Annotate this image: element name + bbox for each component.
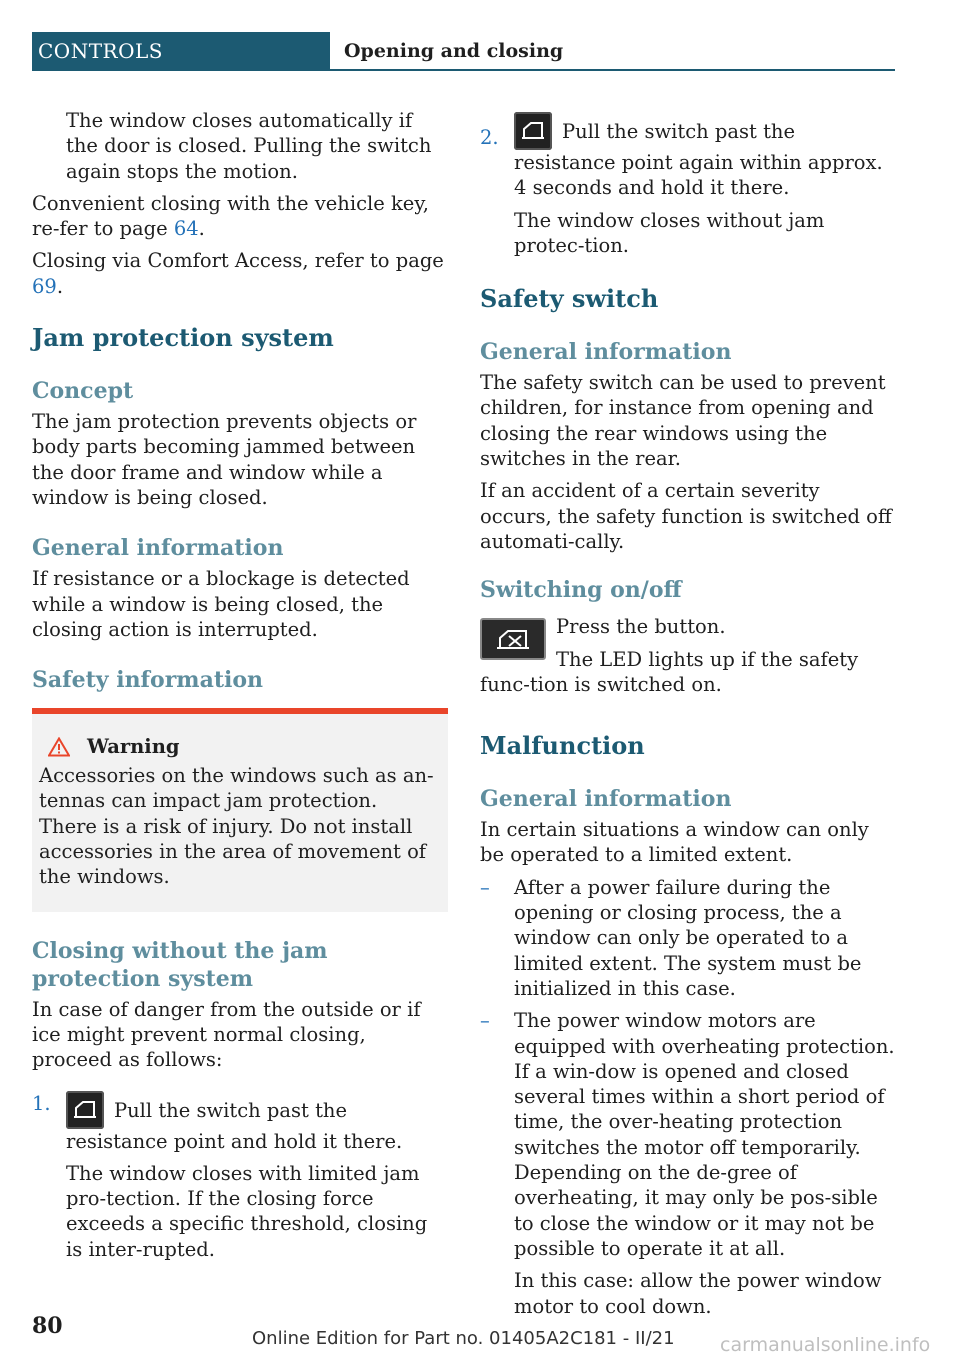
- bullet-2-text: The power window motors are equipped with overheating protection. If a win‐dow is opened and closed several times within a short period of time, the over‐heating protection switches the motor off temporarily. Depending on the de‐gree of overheating, it may only be pos‐sible to close the window or it may not be possible to operate it at all.: [514, 1009, 895, 1260]
- watermark: carmanualsonline.info: [720, 1334, 931, 1356]
- heading-malfunction: Malfunction: [480, 731, 645, 761]
- list-item: [480, 875, 896, 1001]
- edition-footer: Online Edition for Part no. 01405A2C181 - II/21: [252, 1328, 675, 1349]
- child-lock-button-icon: [480, 618, 546, 660]
- closing-text: In case of danger from the outside or if ice might prevent normal closing, proceed as follows:: [32, 997, 421, 1072]
- window-switch-icon: [514, 112, 552, 150]
- heading-ss-general: General information: [480, 339, 732, 366]
- step-2: [480, 112, 896, 258]
- heading-closing-without-jam: Closing without the jam protection system: [32, 937, 328, 992]
- heading-jam-protection: Jam protection system: [32, 323, 334, 353]
- step-2-note: The window closes without jam protec‐tion.: [514, 208, 825, 257]
- convenient-closing-text: Convenient closing with the vehicle key, re‐fer to page 64.: [32, 191, 429, 241]
- switching-block: [480, 614, 896, 697]
- warning-text: Accessories on the windows such as an‐tennas can impact jam protection. There is a risk of injury. Do not install accessories in the area of movement of the windows.: [39, 764, 434, 889]
- list-item: [480, 1008, 896, 1319]
- heading-safety-switch: Safety switch: [480, 284, 659, 314]
- bullet-1-text: After a power failure during the opening or closing process, the a window can only be operated to a limited extent. The system must be initialized in this case.: [514, 875, 862, 1000]
- step-2-text: Pull the switch past the resistance point again within approx. 4 seconds and hold it there.: [514, 112, 896, 201]
- warning-title: Warning: [87, 735, 180, 759]
- concept-text: The jam protection prevents objects or body parts becoming jammed between the door frame and window while a window is being closed.: [32, 410, 417, 509]
- general-text: If resistance or a blockage is detected while a window is being closed, the closing action is interrupted.: [32, 567, 410, 641]
- step-1-note: The window closes with limited jam pro‐tection. If the closing force exceeds a specific threshold, closing is inter‐rupted.: [66, 1161, 428, 1261]
- heading-safety-information: Safety information: [32, 667, 264, 694]
- step-number: 1.: [32, 1091, 51, 1115]
- led-text: The LED lights up if the safety func‐tion is switched on.: [480, 647, 859, 696]
- chapter-title: Opening and closing: [344, 40, 564, 62]
- ss-accident-text: If an accident of a certain severity occurs, the safety function is switched off automati‐cally.: [480, 479, 892, 553]
- header-rule: [330, 69, 895, 71]
- heading-mf-general: General information: [480, 786, 732, 813]
- ss-general-text: The safety switch can be used to prevent children, for instance from opening and closing the rear windows using the switches in the rear.: [480, 371, 886, 471]
- section-label: CONTROLS: [32, 32, 330, 71]
- warning-box: [32, 708, 448, 911]
- mf-text: In certain situations a window can only be operated to a limited extent.: [480, 818, 869, 867]
- right-column: [480, 112, 896, 1319]
- bullet-2-note: In this case: allow the power window motor to cool down.: [514, 1269, 882, 1318]
- page-link-64[interactable]: 64: [173, 217, 199, 241]
- heading-switching-on-off: Switching on/off: [480, 577, 682, 604]
- warning-triangle-icon: [48, 737, 70, 757]
- heading-concept: Concept: [32, 378, 134, 405]
- warning-header: [39, 734, 440, 759]
- left-column: [32, 108, 448, 1262]
- step-number: 2.: [480, 126, 499, 149]
- step-1: [32, 1091, 448, 1262]
- window-switch-icon: [66, 1091, 104, 1129]
- intro-text: The window closes automatically if the door is closed. Pulling the switch again stops the motion.: [66, 109, 432, 183]
- bullet-dash: –: [480, 1009, 490, 1033]
- page-number: 80: [32, 1313, 63, 1339]
- bullet-dash: –: [480, 875, 490, 899]
- heading-general-information: General information: [32, 535, 284, 562]
- press-button-text: Press the button.: [556, 615, 726, 639]
- page-link-69[interactable]: 69: [32, 274, 57, 298]
- page-header: [32, 32, 895, 71]
- comfort-access-text: Closing via Comfort Access, refer to page 69.: [32, 249, 444, 298]
- step-1-text: Pull the switch past the resistance point and hold it there.: [66, 1091, 448, 1154]
